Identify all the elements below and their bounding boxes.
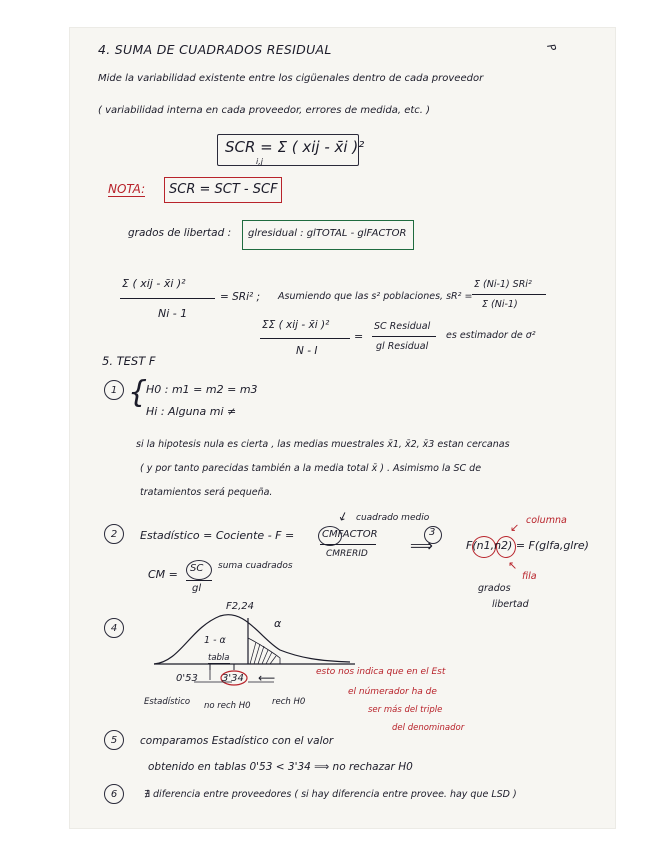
fila-label: fila [522,571,537,582]
paragraph-line3: tratamientos será pequeña. [140,487,273,498]
section-4-desc-line1: Mide la variabilidad existente entre los cigüenales dentro de cada proveedor [98,73,484,84]
section-4-desc-line2: ( variabilidad interna en cada proveedor, errores de medida, etc. ) [98,105,431,116]
estadistico-label: Estadístico = Cociente - F = [140,529,295,542]
nota-label: NOTA: [108,182,146,196]
value-334: 3'34 [222,673,244,684]
cuadrado-medio-label: cuadrado medio [356,513,430,523]
cuadrado-medio-arrow: ↙ [335,507,351,525]
grados-label: grados [478,583,511,594]
scr-formula: SCR = Σ ( xij - x̄i )² [225,138,365,156]
f-result: F(n1,n2) = F(glfa,glre) [466,539,589,552]
fraction2-numerator: ΣΣ ( xij - x̄i )² [262,319,330,331]
hypothesis-brace: { [128,375,148,410]
fraction2-mid-bar [372,336,436,337]
note-line1: esto nos indica que en el Est [316,667,446,677]
no-rech-label: no rech H0 [204,701,251,711]
note-arrow: ⟵ [258,671,276,685]
cm-bar [186,580,212,581]
fraction2-mid-denominator: gl Residual [376,341,429,352]
paragraph-line2: ( y por tanto parecidas también a la media total x̄ ) . Asimismo la SC de [140,463,482,474]
nota-formula: SCR = SCT - SCF [169,182,278,197]
pooled-bar [472,294,546,295]
compare-line1: comparamos Estadístico con el valor [140,735,334,747]
cm-sc: SC [190,563,204,574]
estadistico-axis-label: Estadístico [144,697,191,707]
note-line2: el númerador ha de [348,687,437,697]
fila-arrow: ↖ [508,559,518,572]
columna-label: columna [526,515,567,526]
scr-formula-subscript: i,j [256,157,263,166]
cm-factor: CMFACTOR [322,529,378,540]
asumiendo-text: Asumiendo que las s² poblaciones, sR² = [278,291,473,302]
corner-mark: P [544,42,559,53]
alpha-label: α [274,617,282,630]
step-1-circle: 1 [104,380,124,400]
h0-text: H0 : m1 = m2 = m3 [146,383,258,396]
columna-arrow: ↙ [510,521,520,534]
libertad-label: libertad [492,599,529,610]
cm-rerid: CMRERID [326,549,368,559]
fraction2-denominator: N - I [296,345,318,357]
step-6-circle: 6 [104,784,124,804]
fraction1-denominator: Ni - 1 [158,307,188,320]
notebook-page [70,28,615,828]
section-4-title: 4. SUMA DE CUADRADOS RESIDUAL [98,42,332,57]
value-053: 0'53 [176,673,198,684]
fraction1-bar [120,298,215,299]
fraction2-equals: = [354,330,364,343]
step-3-arrow: ⟹ [410,536,433,555]
gl-formula: glresidual : glTOTAL - glFACTOR [248,228,407,239]
rech-label: rech H0 [272,697,306,707]
note-line4: del denominador [392,723,465,733]
paragraph-line1: si la hipotesis nula es cierta , las medias muestrales x̄1, x̄2, x̄3 estan cercanas [136,439,510,450]
estimador-text: es estimador de σ² [446,330,536,341]
fraction2-mid-numerator: SC Residual [374,321,431,332]
step-3-number: 3 [429,527,436,538]
tabla-label: tabla [208,653,230,663]
fraction1-equals: = SRi² ; [220,291,261,303]
f-label: F2,24 [226,601,255,612]
one-minus-alpha: 1 - α [204,635,226,646]
cm-eq-label: CM = [148,568,178,581]
grados-libertad-label: grados de libertad : [128,227,232,239]
pooled-numerator: Σ (Ni-1) SRi² [474,279,532,290]
suma-cuadrados-label: suma cuadrados [218,561,293,571]
fraction2-bar [260,338,350,339]
step-4-circle: 4 [104,618,124,638]
estadistico-bar [320,544,376,545]
note-line3: ser más del triple [368,705,443,715]
compare-line2: obtenido en tablas 0'53 < 3'34 ⟹ no rechazar H0 [148,761,413,773]
step-5-circle: 5 [104,730,124,750]
cm-gl: gl [192,583,202,594]
pooled-denominator: Σ (Ni-1) [482,299,518,310]
section-5-title: 5. TEST F [102,354,156,368]
fraction1-numerator: Σ ( xij - x̄i )² [122,277,186,290]
h1-text: Hi : Alguna mi ≠ [146,405,237,418]
final-line: ∄ diferencia entre proveedores ( si hay diferencia entre provee. hay que LSD ) [144,789,517,800]
step-2-circle: 2 [104,524,124,544]
